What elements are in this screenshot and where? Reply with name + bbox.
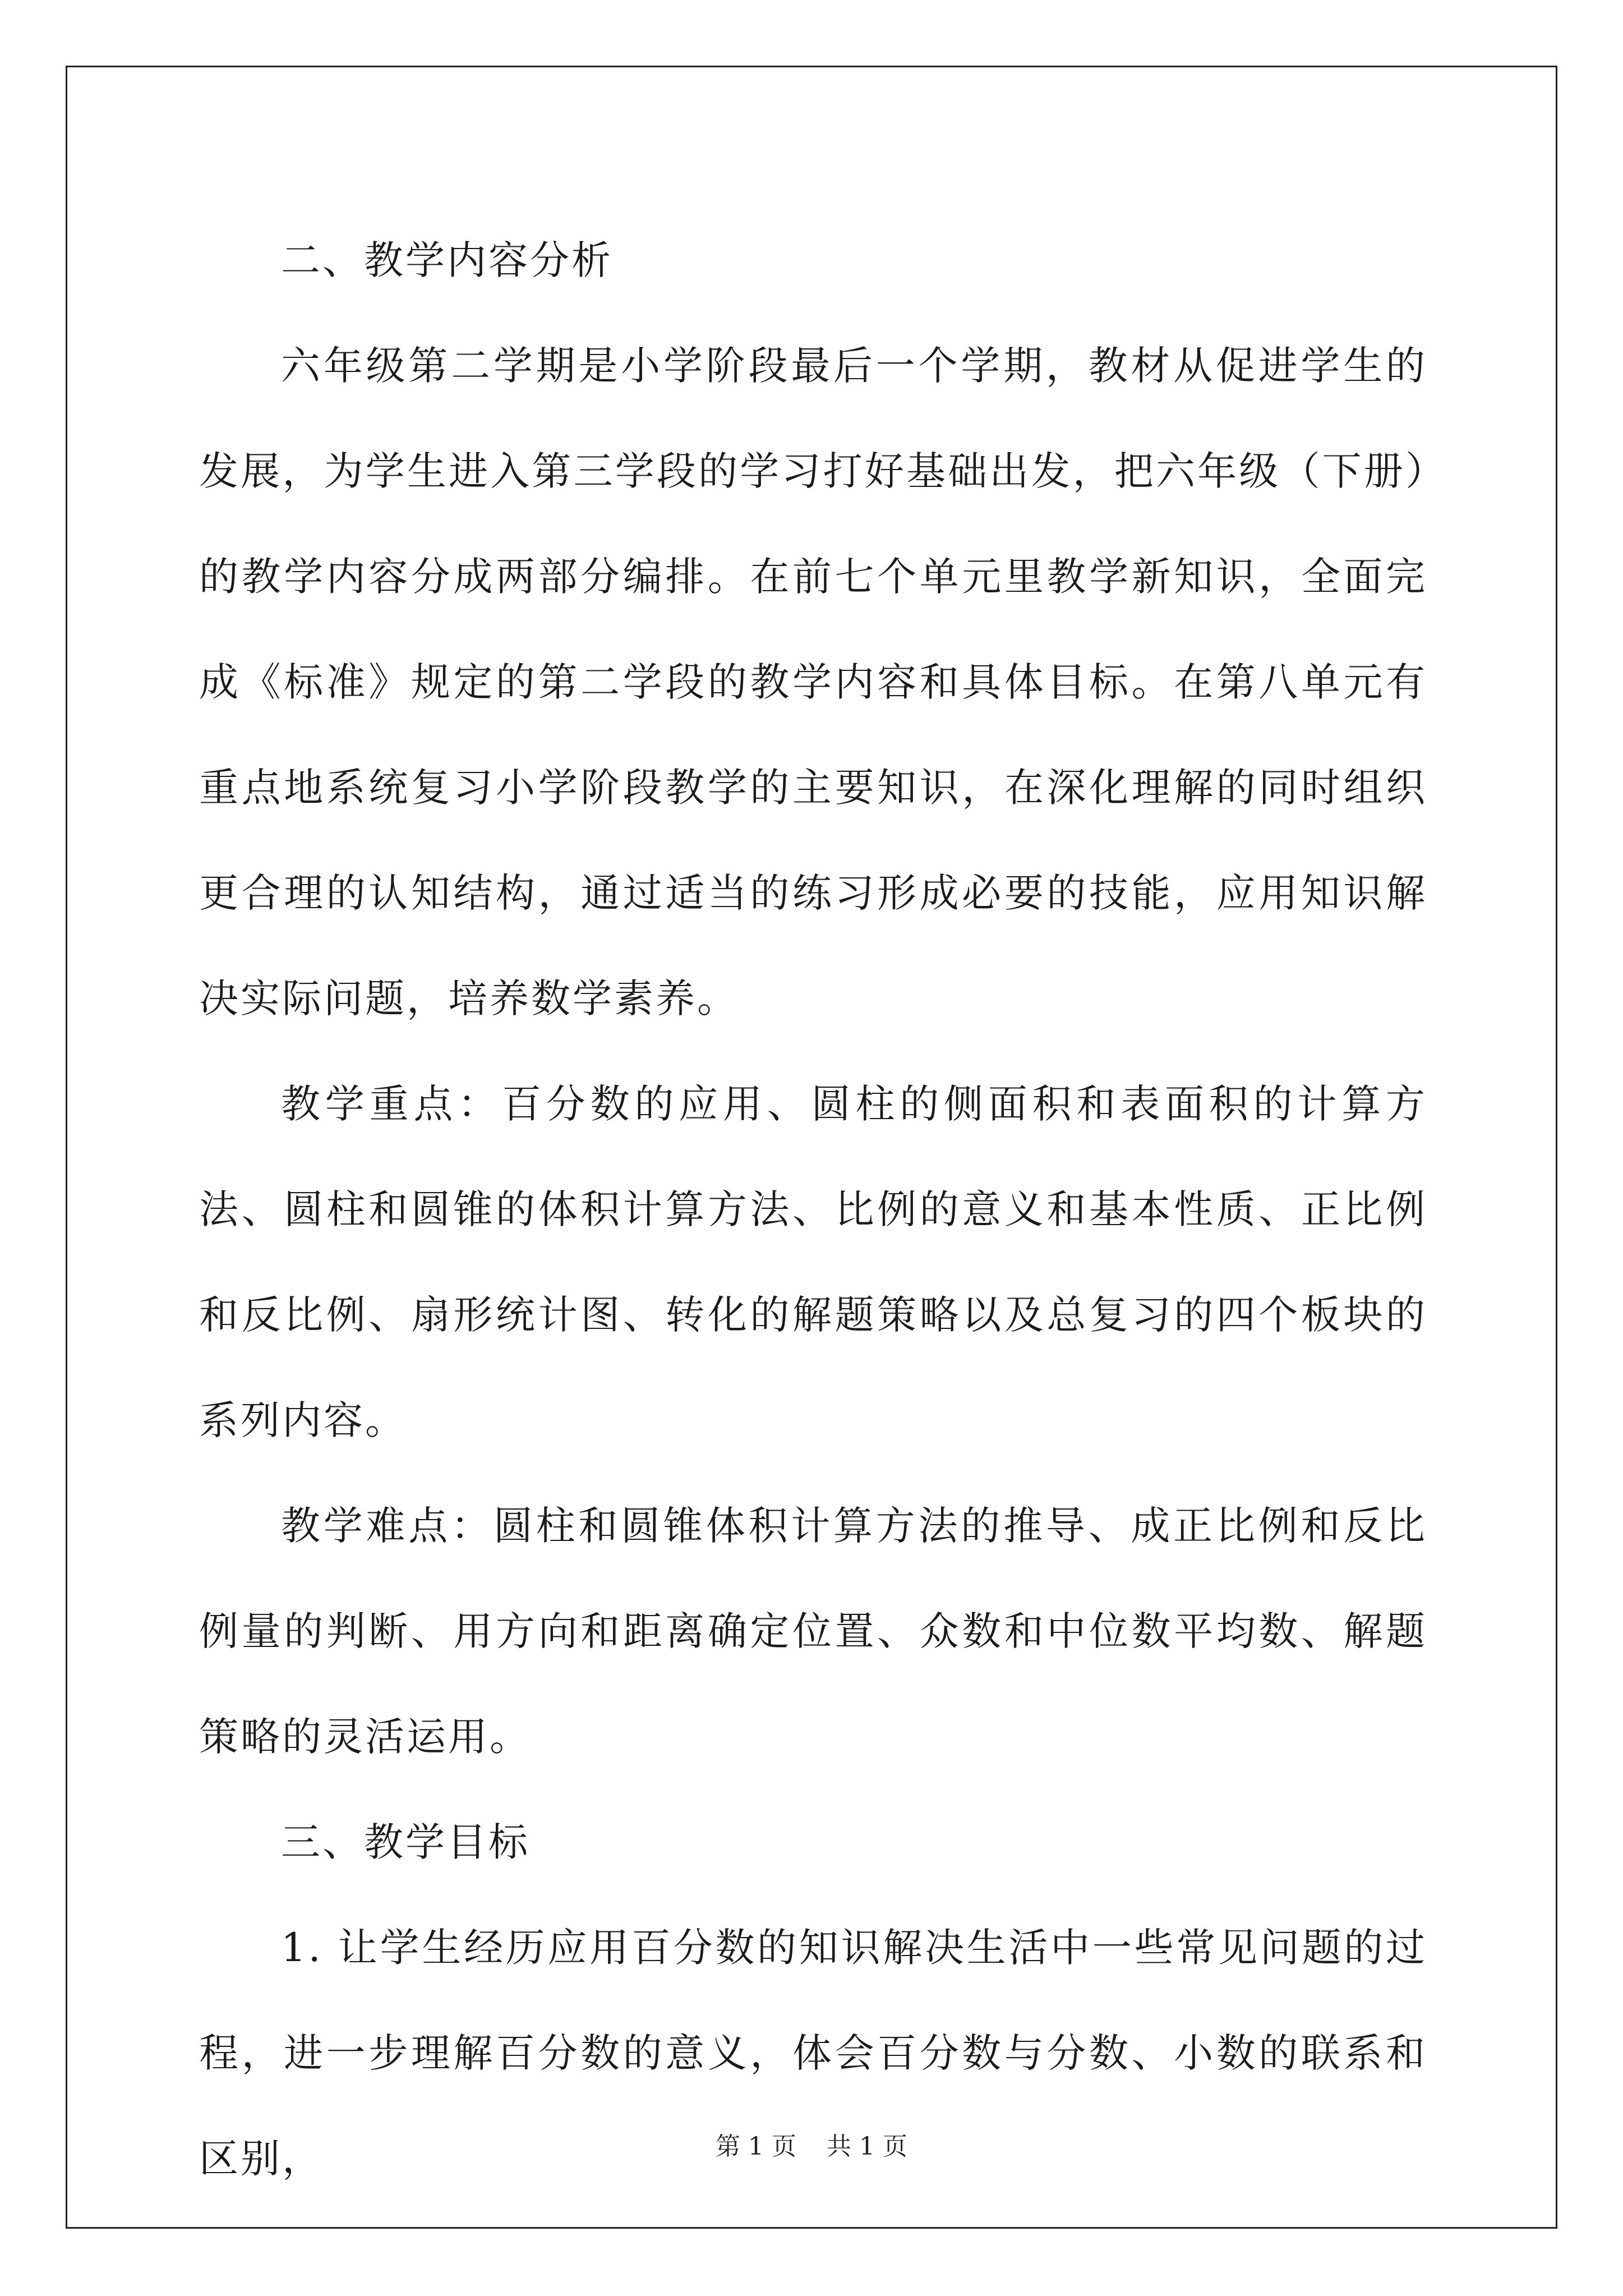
paragraph-teaching-focus: 教学重点：百分数的应用、圆柱的侧面积和表面积的计算方法、圆柱和圆锥的体积计算方法、比例的意义和基本性质、正比例和反比例、扇形统计图、转化的解题策略以及总复习的四个板块的系列内容。 [199,1081,1427,1443]
page-total: 共 1 页 [827,2132,907,2161]
section-heading-teaching-goals: 三、教学目标 [281,1819,530,1865]
document-body [199,208,1427,2211]
section-heading-content-analysis: 二、教学内容分析 [281,237,613,283]
page-footer [0,2126,1623,2162]
paragraph-teaching-difficulties: 教学难点：圆柱和圆锥体积计算方法的推导、成正比例和反比例量的判断、用方向和距离确定位置、众数和中位数平均数、解题策略的灵活运用。 [199,1503,1427,1760]
paragraph-semester-overview: 六年级第二学期是小学阶段最后一个学期，教材从促进学生的发展，为学生进入第三学段的学习打好基础出发，把六年级（下册）的教学内容分成两部分编排。在前七个单元里教学新知识，全面完成《标准》规定的第二学段的教学内容和具体目标。在第八单元有重点地系统复习小学阶段教学的主要知识，在深化理解的同时组织更合理的认知结构，通过适当的练习形成必要的技能，应用知识解决实际问题，培养数学素养。 [199,343,1427,1022]
paragraph-goal-1: 1. 让学生经历应用百分数的知识解决生活中一些常见问题的过程，进一步理解百分数的意义，体会百分数与分数、小数的联系和区别， [199,1925,1427,2182]
page-number: 第 1 页 [716,2132,796,2161]
